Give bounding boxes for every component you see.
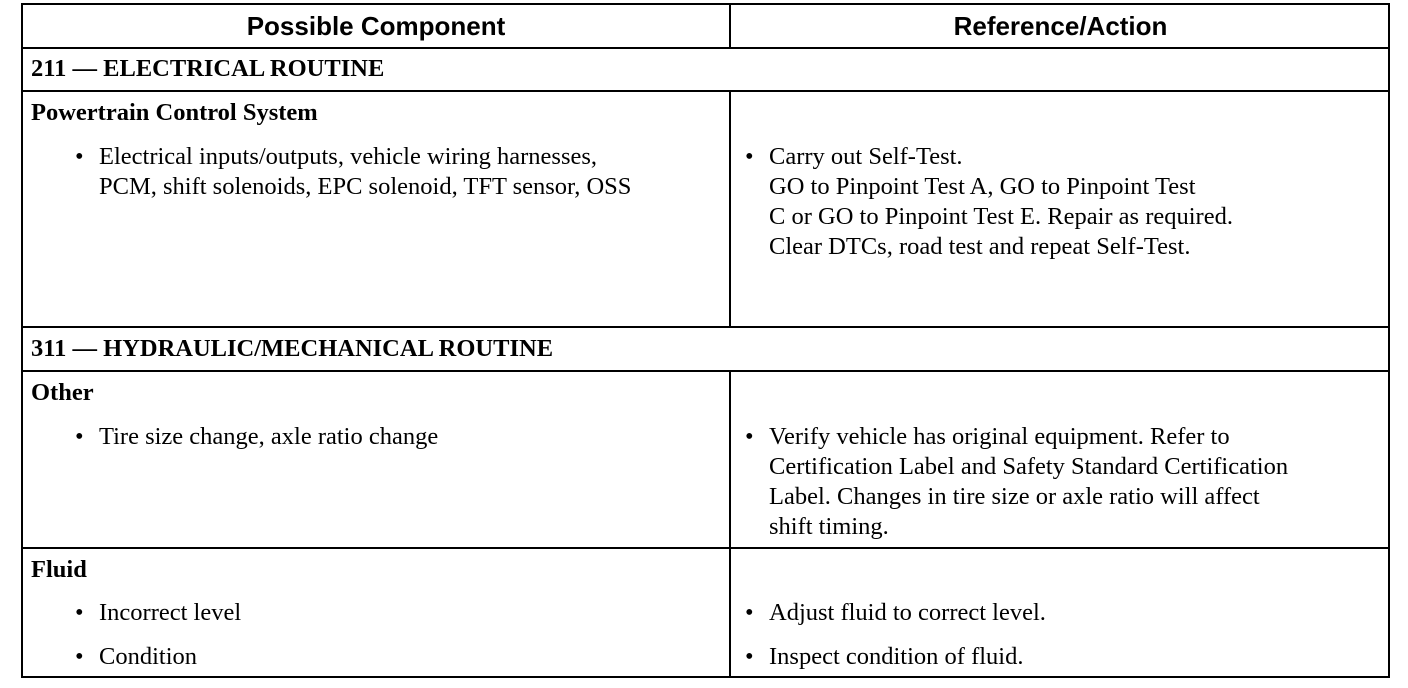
action-line: Label. Changes in tire size or axle ratio will affect (769, 483, 1260, 510)
column-divider (729, 90, 731, 326)
action-line: Carry out Self-Test. (769, 143, 963, 170)
bullet-icon: • (745, 599, 754, 626)
section-title-electrical: 211 — ELECTRICAL ROUTINE (31, 55, 385, 82)
row-divider (23, 90, 1388, 92)
group-title-powertrain: Powertrain Control System (31, 99, 318, 126)
component-line: Incorrect level (99, 599, 242, 626)
action-line: Clear DTCs, road test and repeat Self-Test. (769, 233, 1191, 260)
column-divider (729, 370, 731, 676)
row-divider (23, 547, 1388, 549)
action-line: C or GO to Pinpoint Test E. Repair as required. (769, 203, 1233, 230)
header-possible-component: Possible Component (246, 11, 506, 41)
group-title-other: Other (31, 379, 94, 406)
header-reference-action: Reference/Action (953, 11, 1168, 41)
action-line: Adjust fluid to correct level. (769, 599, 1046, 626)
bullet-icon: • (75, 643, 84, 670)
component-line: Tire size change, axle ratio change (99, 423, 439, 450)
action-line: Inspect condition of fluid. (769, 643, 1024, 670)
component-line: Condition (99, 643, 198, 670)
group-title-fluid: Fluid (31, 556, 87, 583)
action-line: Verify vehicle has original equipment. Refer to (769, 423, 1230, 450)
bullet-icon: • (75, 599, 84, 626)
action-line: Certification Label and Safety Standard Certification (769, 453, 1289, 480)
action-line: shift timing. (769, 513, 889, 540)
row-divider (23, 370, 1388, 372)
bullet-icon: • (75, 423, 84, 450)
row-divider (23, 47, 1388, 49)
bullet-icon: • (75, 143, 84, 170)
component-line: PCM, shift solenoids, EPC solenoid, TFT sensor, OSS (99, 173, 632, 200)
bullet-icon: • (745, 423, 754, 450)
bullet-icon: • (745, 143, 754, 170)
bullet-icon: • (745, 643, 754, 670)
row-divider (23, 326, 1388, 328)
component-line: Electrical inputs/outputs, vehicle wiring harnesses, (99, 143, 598, 170)
action-line: GO to Pinpoint Test A, GO to Pinpoint Test (769, 173, 1196, 200)
section-title-hydraulic: 311 — HYDRAULIC/MECHANICAL ROUTINE (31, 335, 554, 362)
diagnostic-table (21, 3, 1390, 678)
